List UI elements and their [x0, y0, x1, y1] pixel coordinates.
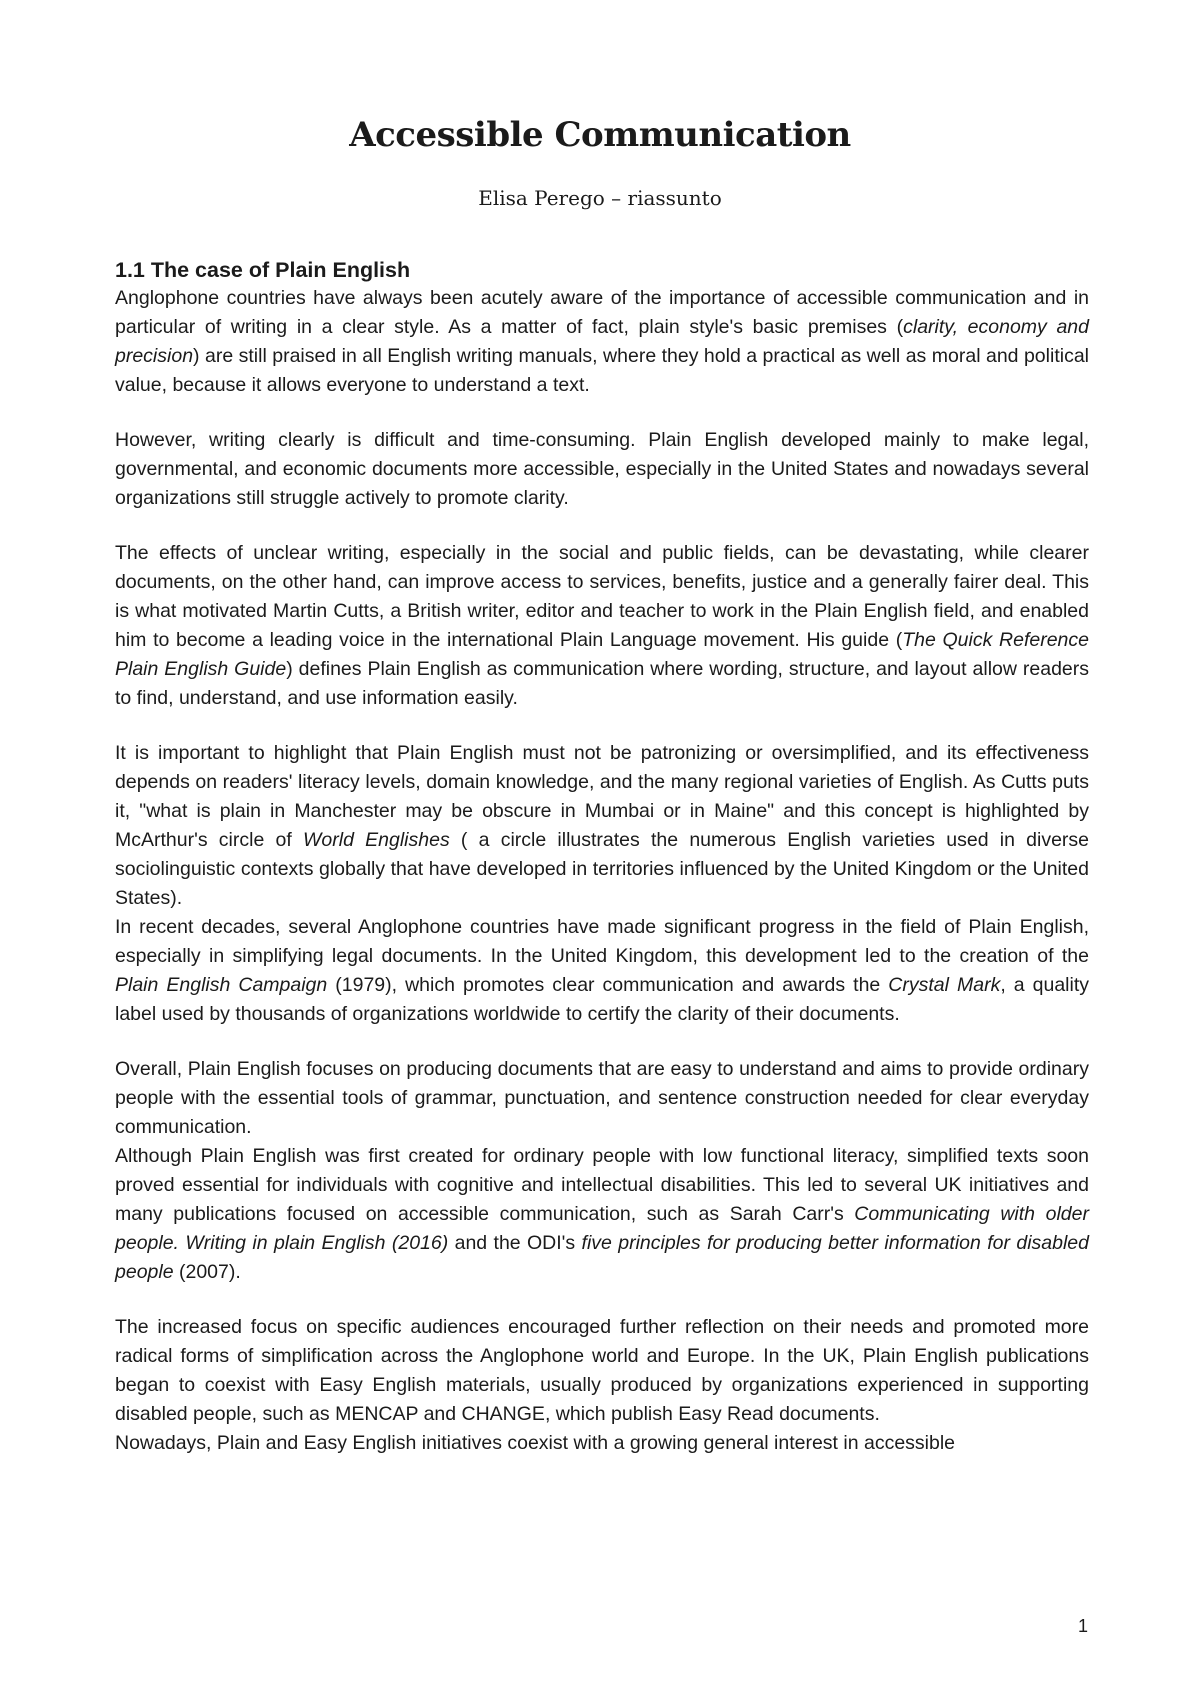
- paragraph-text: , a quality label used by thousands of organizations worldwide to certify the clarity of their documents.: [115, 974, 1090, 1025]
- body-paragraph: [115, 1313, 1089, 1429]
- italic-text: Plain English Campaign: [115, 974, 328, 996]
- body-paragraph: [115, 1055, 1089, 1142]
- italic-text: five principles for producing better information for disabled people: [115, 1232, 1090, 1283]
- paragraph-text: ) defines Plain English as communication where wording, structure, and layout allow readers to find, understand, and use information easily.: [115, 658, 1090, 709]
- paragraph-list: [115, 284, 1089, 1458]
- body-paragraph: [115, 739, 1089, 913]
- paragraph-text: Although Plain English was first created for ordinary people with low functional literacy, simplified texts soon proved essential for individuals with cognitive and intellectual disabilities. This led to several UK initiatives and many publications focused on accessible communication, such as Sarah Carr's: [115, 1145, 1089, 1225]
- document-title: Accessible Communication: [349, 115, 851, 155]
- body-paragraph: [115, 1429, 1089, 1458]
- italic-text: Communicating with older people. Writing in plain English (2016): [115, 1203, 1089, 1254]
- paragraph-text: Anglophone countries have always been acutely aware of the importance of accessible communication and in particular of writing in a clear style. As a matter of fact, plain style's basic premises (: [115, 287, 1089, 338]
- body-paragraph: [115, 539, 1089, 713]
- paragraph-text: The increased focus on specific audiences encouraged further reflection on their needs and promoted more radical forms of simplification across the Anglophone world and Europe. In the UK, Plain English publications began to coexist with Easy English materials, usually produced by organizations experienced in supporting disabled people, such as MENCAP and CHANGE, which publish Easy Read documents.: [115, 1316, 1089, 1425]
- italic-text: World Englishes: [303, 829, 450, 851]
- paragraph-text: Overall, Plain English focuses on producing documents that are easy to understand and aims to provide ordinary people with the essential tools of grammar, punctuation, and sentence construction needed for clear everyday communication.: [115, 1058, 1089, 1138]
- document-subtitle: Elisa Perego – riassunto: [478, 186, 722, 210]
- paragraph-text: It is important to highlight that Plain English must not be patronizing or oversimplified, and its effectiveness depends on readers' literacy levels, domain knowledge, and the many regional varieties of English. As Cutts puts it, "what is plain in Manchester may be obscure in Mumbai or in Maine" and this concept is highlighted by McArthur's circle of: [115, 742, 1089, 851]
- page-number: 1: [1077, 1616, 1088, 1636]
- paragraph-text: However, writing clearly is difficult and time-consuming. Plain English developed mainly to make legal, governmental, and economic documents more accessible, especially in the United States and nowadays several organizations still struggle actively to promote clarity.: [115, 429, 1089, 509]
- paragraph-text: ) are still praised in all English writing manuals, where they hold a practical as well as moral and political value, because it allows everyone to understand a text.: [115, 345, 1089, 396]
- paragraph-text: and the ODI's: [448, 1232, 582, 1254]
- italic-text: The Quick Reference Plain English Guide: [115, 629, 1089, 680]
- paragraph-text: Nowadays, Plain and Easy English initiatives coexist with a growing general interest in accessible: [115, 1432, 956, 1454]
- body-paragraph: [115, 284, 1089, 400]
- paragraph-text: (2007).: [173, 1261, 241, 1283]
- body-paragraph: [115, 913, 1089, 1029]
- italic-text: clarity, economy and precision: [115, 316, 1089, 367]
- paragraph-text: In recent decades, several Anglophone countries have made significant progress in the field of Plain English, especially in simplifying legal documents. In the United Kingdom, this development led to the creation of the: [115, 916, 1089, 967]
- section-heading: 1.1 The case of Plain English: [115, 258, 411, 282]
- italic-text: Crystal Mark: [888, 974, 1001, 996]
- paragraph-text: ( a circle illustrates the numerous English varieties used in diverse sociolinguistic contexts globally that have developed in territories influenced by the United Kingdom or the United States).: [115, 829, 1090, 909]
- body-paragraph: [115, 426, 1089, 513]
- paragraph-text: (1979), which promotes clear communication and awards the: [327, 974, 889, 996]
- body-paragraph: [115, 1142, 1089, 1287]
- document-body: [115, 256, 1089, 1458]
- paragraph-text: The effects of unclear writing, especially in the social and public fields, can be devastating, while clearer documents, on the other hand, can improve access to services, benefits, justice and a generally fairer deal. This is what motivated Martin Cutts, a British writer, editor and teacher to work in the Plain English field, and enabled him to become a leading voice in the international Plain Language movement. His guide (: [115, 542, 1089, 651]
